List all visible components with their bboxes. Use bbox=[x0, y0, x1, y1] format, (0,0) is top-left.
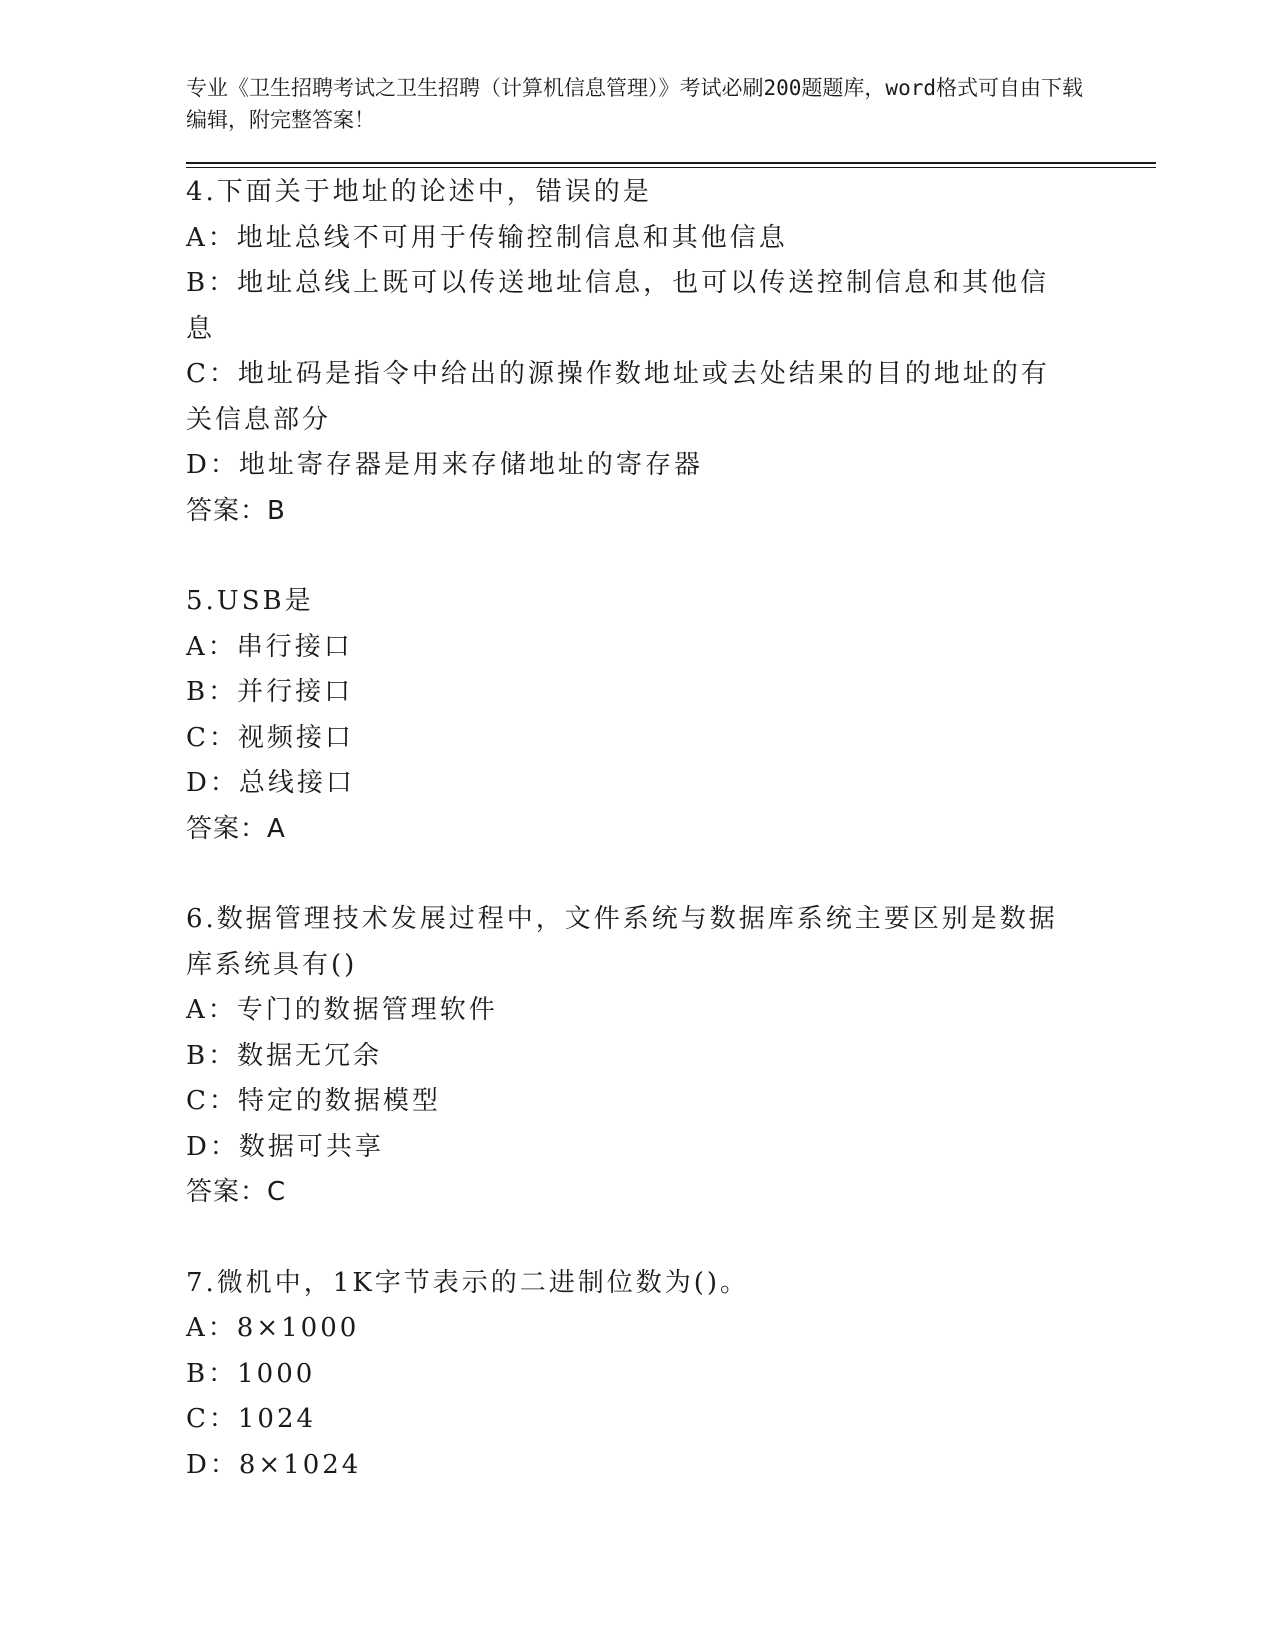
option-a: A：地址总线不可用于传输控制信息和其他信息 bbox=[186, 222, 788, 253]
option-d: D：数据可共享 bbox=[186, 1131, 384, 1162]
header-divider bbox=[186, 162, 1156, 168]
option-a: A：专门的数据管理软件 bbox=[186, 995, 498, 1025]
question-7 bbox=[186, 1261, 1156, 1489]
option-c: C：1024 bbox=[186, 1404, 317, 1434]
option-a: A：串行接口 bbox=[186, 631, 353, 662]
question-list bbox=[186, 170, 1156, 1488]
answer-label: 答案：B bbox=[186, 495, 286, 526]
option-b: B：1000 bbox=[186, 1358, 316, 1389]
question-stem: 4.下面关于地址的论述中，错误的是 bbox=[186, 177, 652, 207]
question-5 bbox=[186, 579, 1156, 852]
option-b: B：并行接口 bbox=[186, 677, 354, 707]
document-page bbox=[186, 72, 1156, 1533]
option-b: B：地址总线上既可以传送地址信息，也可以传送控制信息和其他信息 bbox=[186, 268, 1050, 344]
option-c: C：特定的数据模型 bbox=[186, 1086, 441, 1116]
answer-label: 答案：C bbox=[186, 1177, 287, 1207]
option-d: D：地址寄存器是用来存储地址的寄存器 bbox=[186, 450, 703, 480]
question-stem: 6.数据管理技术发展过程中，文件系统与数据库系统主要区别是数据库系统具有() bbox=[186, 904, 1058, 980]
question-4 bbox=[186, 170, 1156, 534]
option-c: C：地址码是指令中给出的源操作数地址或去处结果的目的地址的有关信息部分 bbox=[186, 359, 1050, 435]
option-c: C：视频接口 bbox=[186, 722, 354, 753]
answer-label: 答案：A bbox=[186, 813, 286, 844]
option-b: B：数据无冗余 bbox=[186, 1040, 383, 1071]
option-a: A：8×1000 bbox=[186, 1313, 360, 1343]
option-d: D：总线接口 bbox=[186, 768, 355, 798]
option-d: D：8×1024 bbox=[186, 1449, 362, 1480]
document-header: 专业《卫生招聘考试之卫生招聘（计算机信息管理）》考试必刷200题题库，word格式可自由下载编辑，附完整答案！ bbox=[186, 76, 1083, 132]
question-stem: 5.USB是 bbox=[186, 586, 314, 616]
question-stem: 7.微机中，1K字节表示的二进制位数为()。 bbox=[186, 1267, 750, 1298]
question-6 bbox=[186, 897, 1156, 1216]
